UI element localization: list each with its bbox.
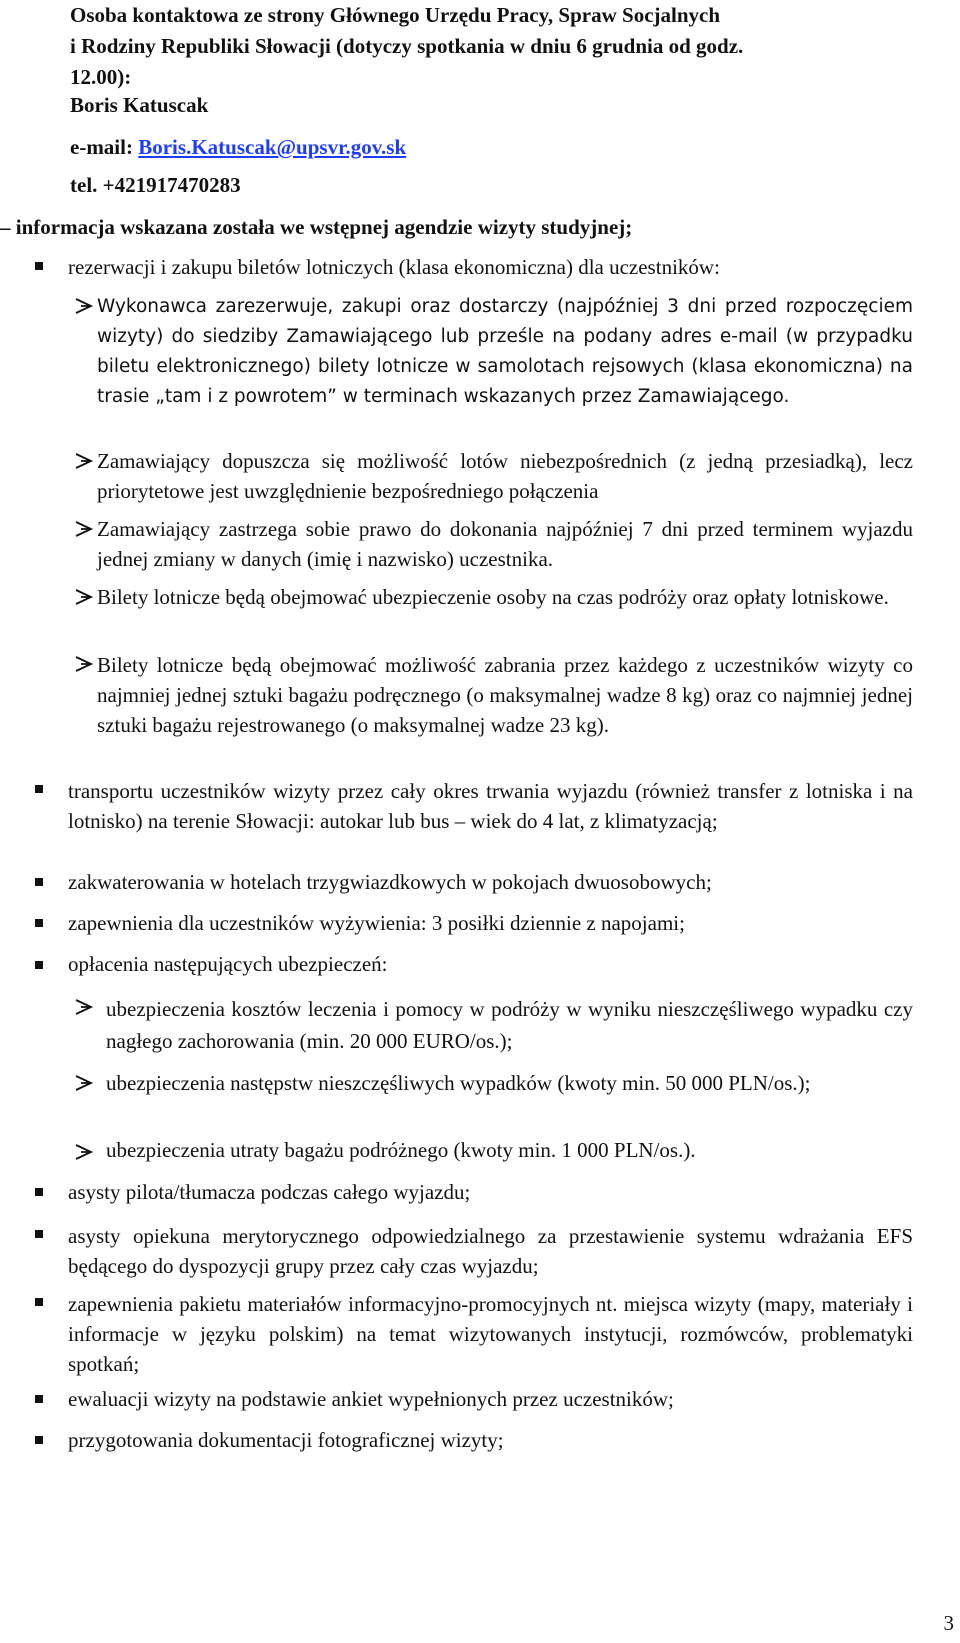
insurance-sub-2: ubezpieczenia następstw nieszczęśliwych wypadków (kwoty min. 50 000 PLN/os.); [106,1071,811,1095]
arrow-bullet-icon [74,997,94,1017]
square-bullet-icon [35,919,43,927]
agenda-note: – informacja wskazana została we wstępnej agendzie wizyty studyjnej; [0,215,633,239]
flights-sub-5: Bilety lotnicze będą obejmować możliwość zabrania przez każdego z uczestników wizyty co najmniej jednej sztuki bagażu podręcznego (o maksymalnej wadze 8 kg) oraz co najmniej jednej sztuki bagażu rejestrowanego (o maksymalnej wadze 23 kg). [97,653,913,737]
square-bullet-icon [35,785,43,793]
square-bullet-icon [35,878,43,886]
flights-sub-4: Bilety lotnicze będą obejmować ubezpieczenie osoby na czas podróży oraz opłaty lotniskowe. [97,585,889,609]
arrow-bullet-icon [74,587,94,607]
email-link[interactable]: Boris.Katuscak@upsvr.gov.sk [138,135,407,159]
insurance-sub-3: ubezpieczenia utraty bagażu podróżnego (kwoty min. 1 000 PLN/os.). [106,1138,696,1162]
insurance-sub-1: ubezpieczenia kosztów leczenia i pomocy w podróży w wyniku nieszczęśliwego wypadku czy nagłego zachorowania (min. 20 000 EURO/os.); [106,997,913,1053]
item-guardian: asysty opiekuna merytorycznego odpowiedzialnego za przestawienie systemu wdrażania EFS będącego do dyspozycji grupy przez cały czas wyjazdu; [68,1224,913,1278]
square-bullet-icon [35,961,43,969]
contact-phone: tel. +421917470283 [70,173,241,197]
email-label: e-mail: [70,135,139,159]
item-photos: przygotowania dokumentacji fotograficznej wizyty; [68,1428,504,1452]
item-evaluation: ewaluacji wizyty na podstawie ankiet wypełnionych przez uczestników; [68,1387,674,1411]
item-materials: zapewnienia pakietu materiałów informacyjno-promocyjnych nt. miejsca wizyty (mapy, materiały i informacje w języku polskim) na temat wizytowanych instytucji, rozmówców, problematyki spotkań; [68,1292,913,1376]
arrow-bullet-icon [74,451,94,471]
item-food: zapewnienia dla uczestników wyżywienia: 3 posiłki dziennie z napojami; [68,911,685,935]
item-transport: transportu uczestników wizyty przez cały okres trwania wyjazdu (również transfer z lotniska i na lotnisko) na terenie Słowacji: autokar lub bus – wiek do 4 lat, z klimatyzacją; [68,779,913,833]
item-flights: rezerwacji i zakupu biletów lotniczych (klasa ekonomiczna) dla uczestników: [68,255,720,279]
arrow-bullet-icon [74,519,94,539]
contact-heading-line2: i Rodziny Republiki Słowacji (dotyczy spotkania w dniu 6 grudnia od godz. [70,34,744,58]
flights-sub-1: Wykonawca zarezerwuje, zakupi oraz dostarczy (najpóźniej 3 dni przed rozpoczęciem wizyty) do siedziby Zamawiającego lub prześle na podany adres e-mail (w przypadku biletu elektronicznego) bilety lotnicze w samolotach rejsowych (klasa ekonomiczna) na trasie „tam i z powrotem” w terminach wskazanych przez Zamawiającego. [97,296,913,407]
square-bullet-icon [35,1395,43,1403]
arrow-bullet-icon [74,1073,94,1093]
item-insurance: opłacenia następujących ubezpieczeń: [68,952,388,976]
contact-email-line [70,134,406,161]
page-number: 3 [943,1611,954,1635]
arrow-bullet-icon [74,654,94,674]
item-hotel: zakwaterowania w hotelach trzygwiazdkowych w pokojach dwuosobowych; [68,870,712,894]
contact-heading-line1: Osoba kontaktowa ze strony Głównego Urzędu Pracy, Spraw Socjalnych [70,3,721,27]
item-pilot: asysty pilota/tłumacza podczas całego wyjazdu; [68,1180,471,1204]
square-bullet-icon [35,1298,43,1306]
flights-sub-2: Zamawiający dopuszcza się możliwość lotów niebezpośrednich (z jedną przesiadką), lecz priorytetowe jest uwzględnienie bezpośredniego połączenia [97,449,913,503]
flights-sub-3: Zamawiający zastrzega sobie prawo do dokonania najpóźniej 7 dni przed terminem wyjazdu jednej zmiany w danych (imię i nazwisko) uczestnika. [97,517,913,571]
square-bullet-icon [35,1188,43,1196]
contact-name: Boris Katuscak [70,93,209,117]
arrow-bullet-icon [74,296,94,316]
contact-heading-line3: 12.00): [70,65,132,89]
square-bullet-icon [35,262,43,270]
contact-heading [70,0,913,93]
arrow-bullet-icon [74,1142,94,1162]
square-bullet-icon [35,1436,43,1444]
square-bullet-icon [35,1230,43,1238]
